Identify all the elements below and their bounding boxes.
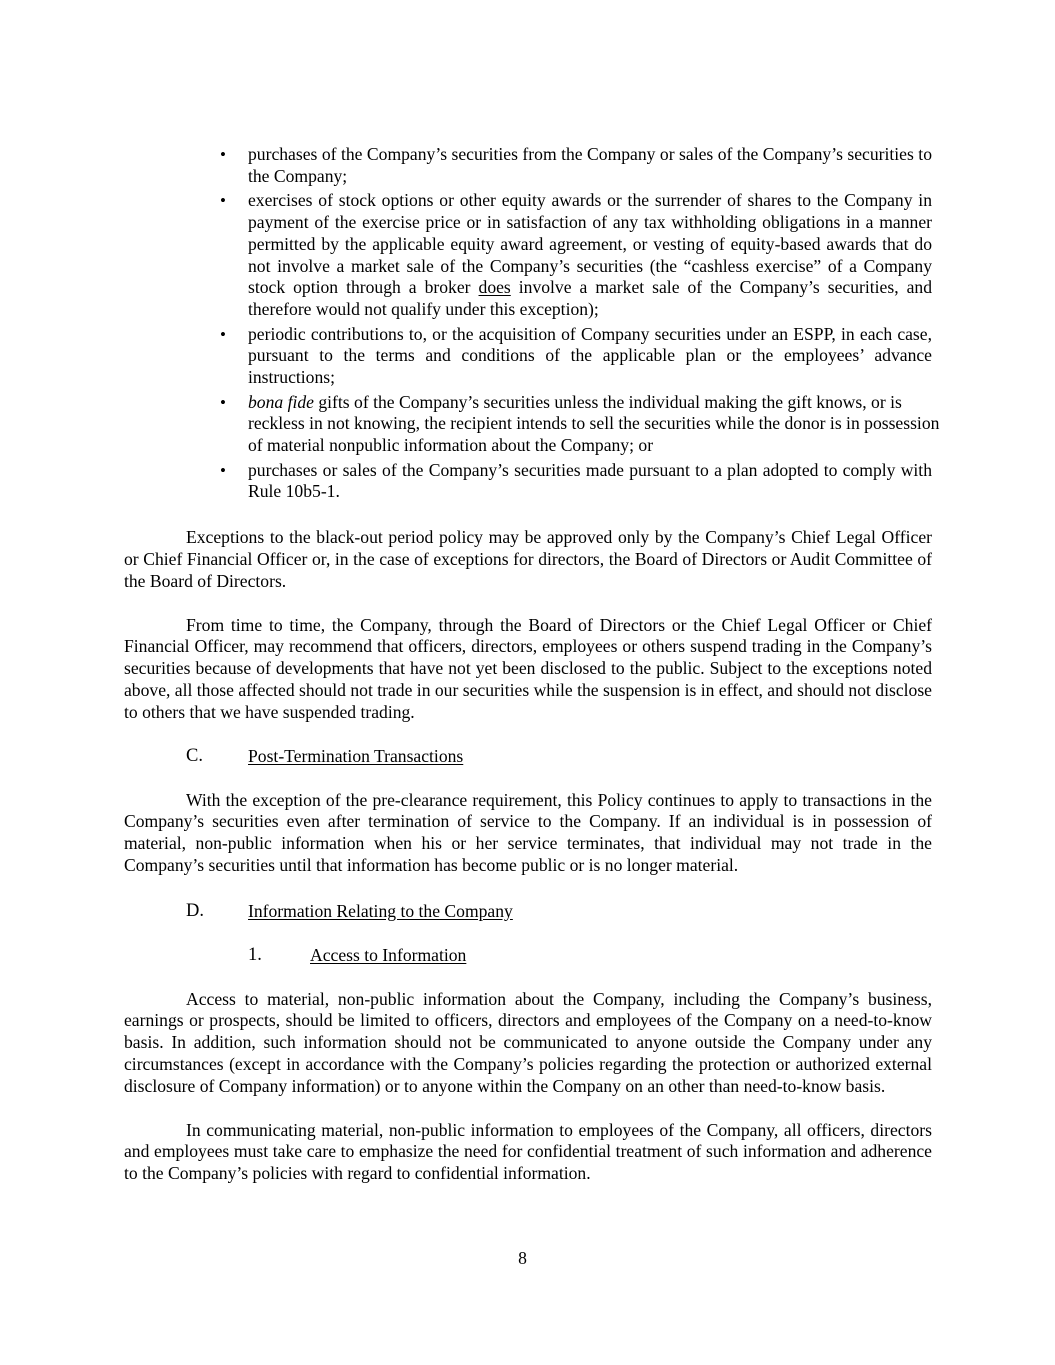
list-item-text: bona fide gifts of the Company’s securities unless the individual making the gift knows, or is reckless in not knowing, the recipient intends to sell the securities while the donor is in possession of material nonpublic information about the Company; or xyxy=(248,391,940,456)
section-number: C. xyxy=(186,745,203,766)
bullet-icon: • xyxy=(220,191,226,211)
exception-list xyxy=(124,144,940,503)
suspension-paragraph: From time to time, the Company, through the Board of Directors or the Chief Legal Officer or Chief Financial Officer, may recommend that officers, directors, employees or others suspend trading in the Company’s securities because of developments that have not yet been disclosed to the public. Subject to the exceptions noted above, all those affected should not trade in our securities while the suspension is in effect, and should not disclose to others that we have suspended trading. xyxy=(124,614,932,722)
section-title: Post-Termination Transactions xyxy=(248,745,464,766)
section-number: D. xyxy=(186,900,204,921)
italic-term: bona fide xyxy=(248,391,314,412)
list-item xyxy=(124,392,942,457)
subsection-number: 1. xyxy=(248,944,262,965)
section-heading-d xyxy=(124,901,932,923)
list-item-text: purchases or sales of the Company’s securities made pursuant to a plan adopted to comply with Rule 10b5-1. xyxy=(248,459,932,502)
emphasis-does: does xyxy=(478,277,511,298)
list-item-text: periodic contributions to, or the acquisition of Company securities under an ESPP, in each case, pursuant to the terms and conditions of the applicable plan or the employees’ advance instructions; xyxy=(248,323,932,388)
list-item xyxy=(124,460,932,504)
bullet-icon: • xyxy=(220,324,226,344)
section-heading-c xyxy=(124,746,932,768)
subsection-heading-d1 xyxy=(124,945,932,967)
list-item xyxy=(124,190,932,321)
list-item xyxy=(124,324,932,389)
section-title: Information Relating to the Company xyxy=(248,900,513,921)
subsection-title: Access to Information xyxy=(310,944,467,965)
exceptions-paragraph: Exceptions to the black-out period policy may be approved only by the Company’s Chief Legal Officer or Chief Financial Officer or, in the case of exceptions for directors, the Board of Directors or Audit Committee of the Board of Directors. xyxy=(124,527,932,591)
access-paragraph: Access to material, non-public information about the Company, including the Company’s business, earnings or prospects, should be limited to officers, directors and employees of the Company on a need-to-know basis. In addition, such information should not be communicated to anyone outside the Company under any circumstances (except in accordance with the Company’s policies regarding the protection or authorized external disclosure of Company information) or to anyone within the Company on an other than need-to-know basis. xyxy=(124,988,932,1096)
list-item xyxy=(124,144,932,188)
bullet-icon: • xyxy=(220,460,226,480)
post-termination-paragraph: With the exception of the pre-clearance requirement, this Policy continues to apply to transactions in the Company’s securities even after termination of service to the Company. If an individual is in possession of material, non-public information when his or her service terminates, that individual may not trade in the Company’s securities until that information has become public or is no longer material. xyxy=(124,789,932,875)
communicating-paragraph: In communicating material, non-public information to employees of the Company, all officers, directors and employees must take care to emphasize the need for confidential treatment of such information and adherence to the Company’s policies with regard to confidential information. xyxy=(124,1119,932,1184)
page-number: 8 xyxy=(518,1248,527,1268)
list-item-text: exercises of stock options or other equity awards or the surrender of shares to the Company in payment of the exercise price or in satisfaction of any tax withholding obligations in a manner permitted by the applicable equity award agreement, or vesting of equity-based awards that do not involve a market sale of the Company’s securities (the “cashless exercise” of a Company stock option through a broker does involve a market sale of the Company’s securities, and therefore would not qualify under this exception); xyxy=(248,190,932,320)
bullet-icon: • xyxy=(220,392,226,412)
list-item-text: purchases of the Company’s securities from the Company or sales of the Company’s securities to the Company; xyxy=(248,144,932,186)
document-page xyxy=(124,144,940,1185)
bullet-icon: • xyxy=(220,145,226,164)
